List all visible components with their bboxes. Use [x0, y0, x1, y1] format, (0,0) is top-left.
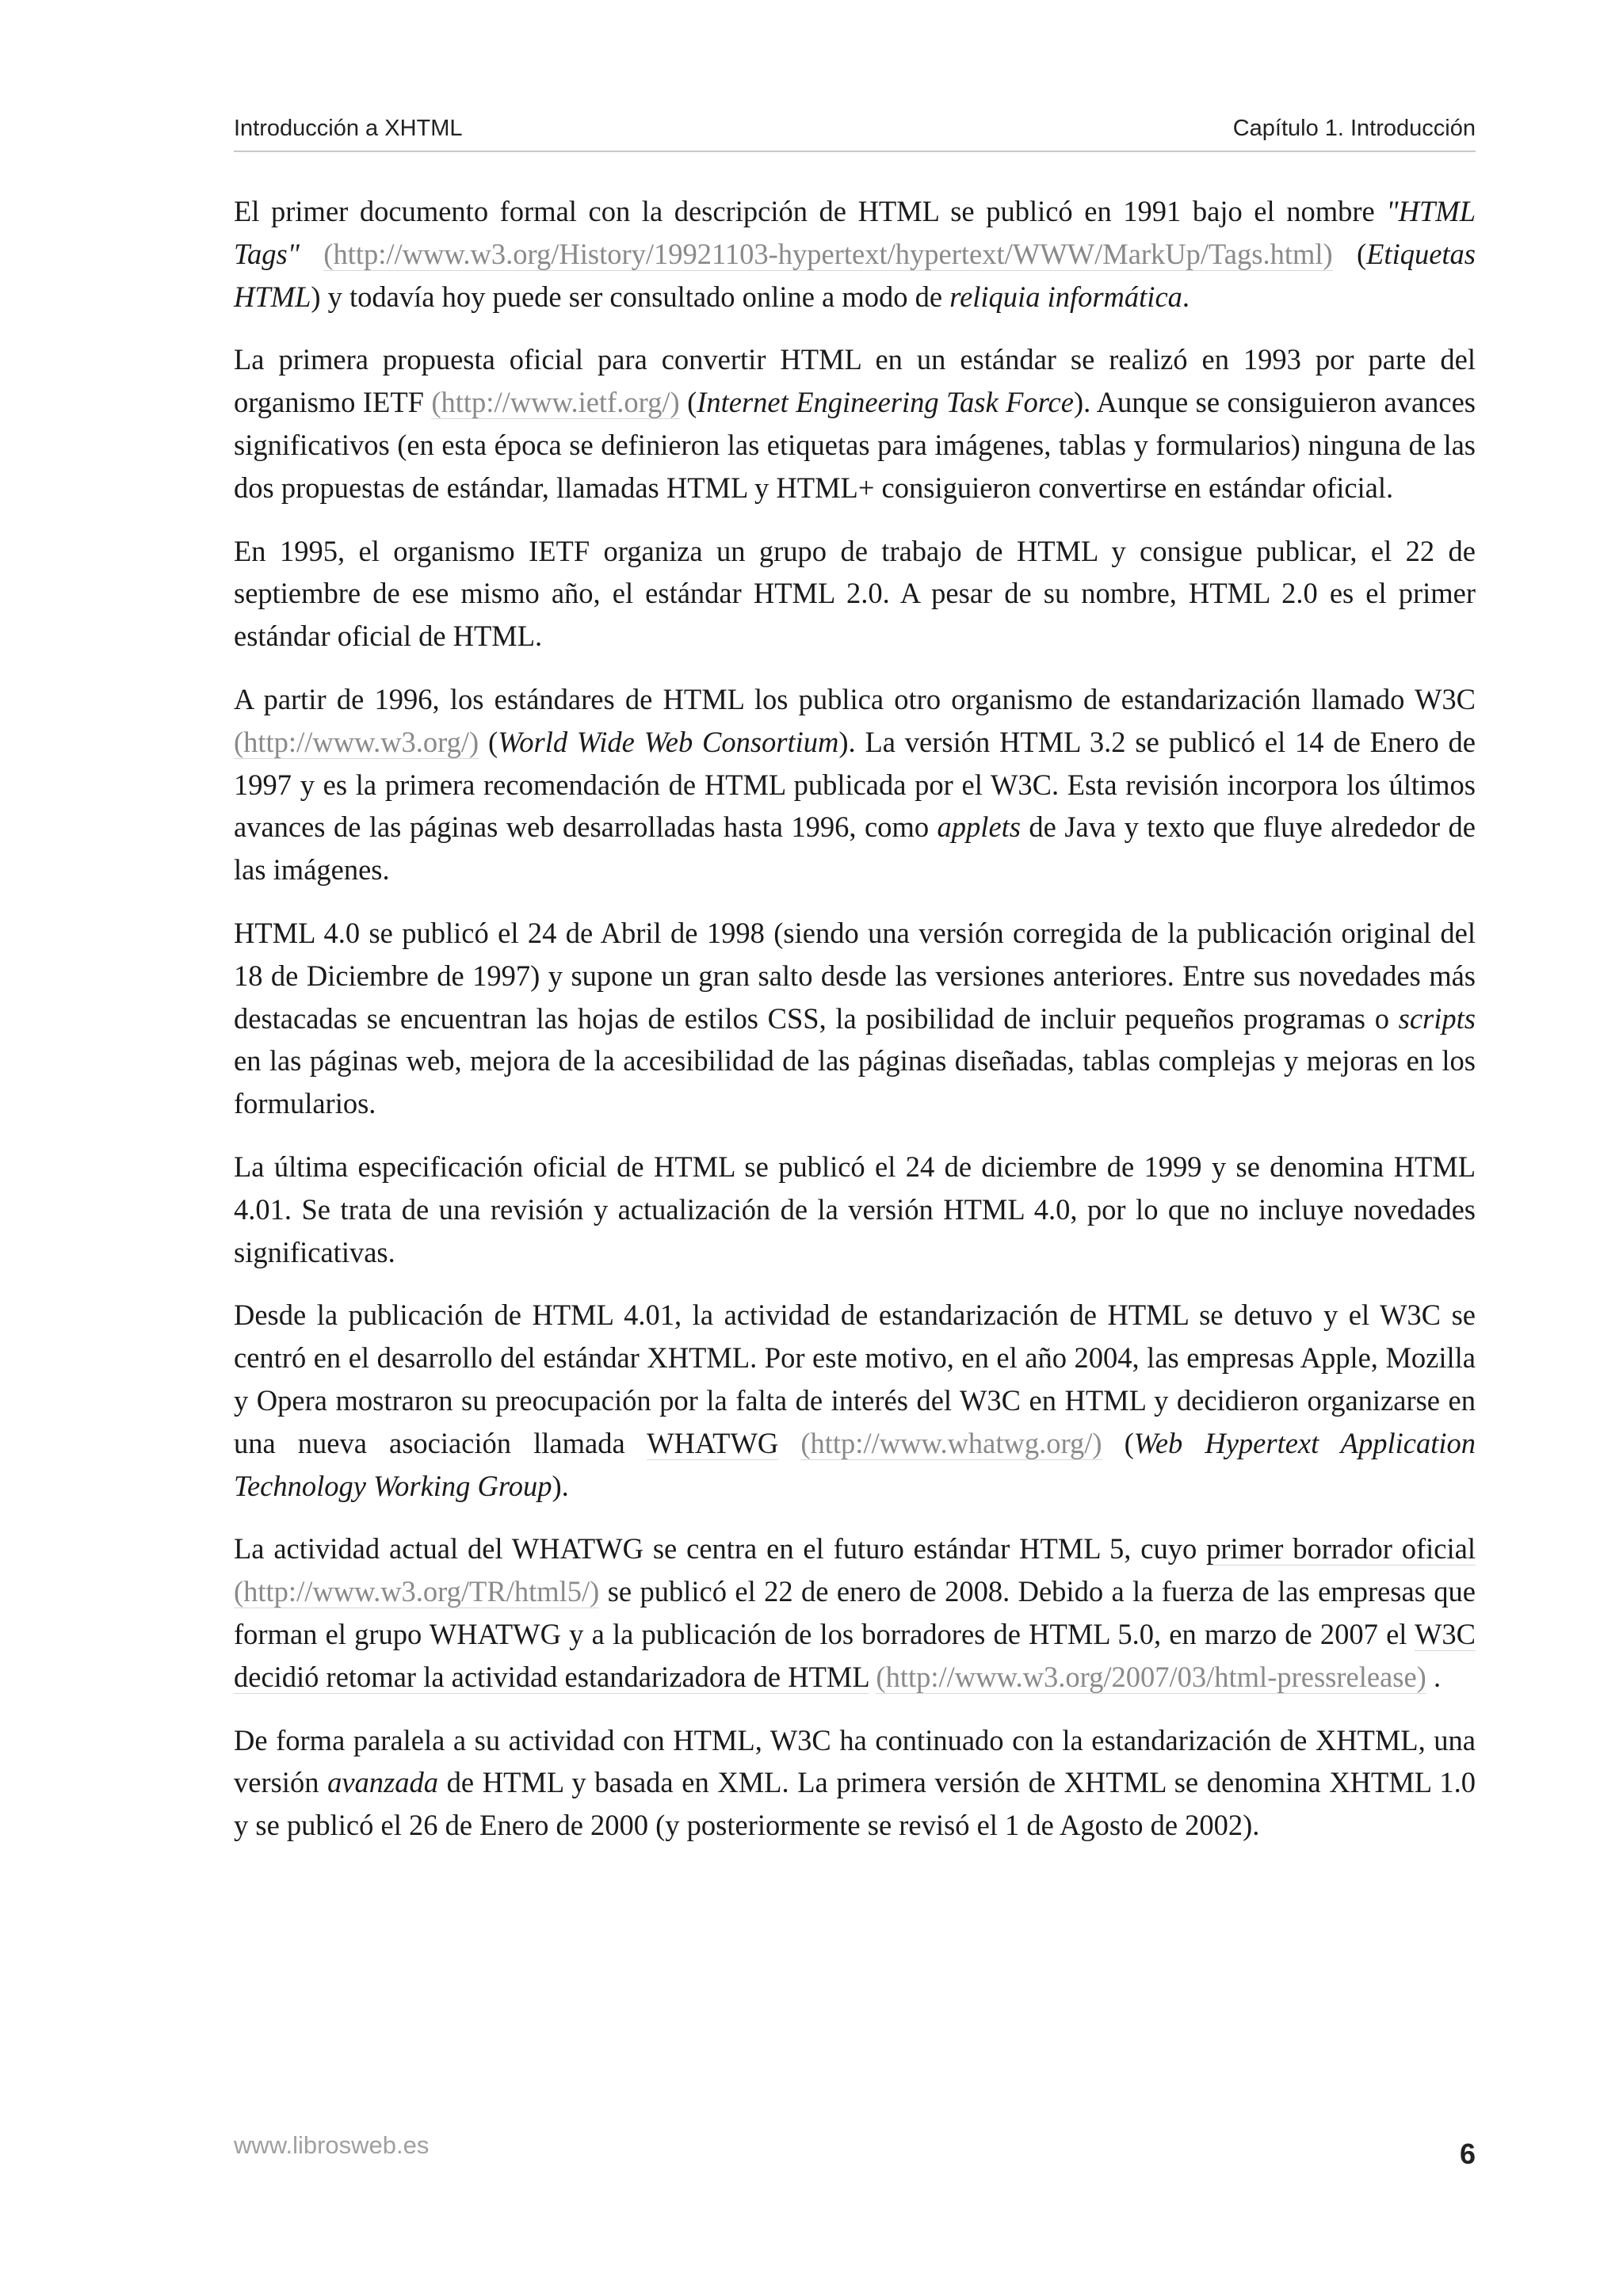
paragraph-4: A partir de 1996, los estándares de HTML los publica otro organismo de estandarización llamado W3C (http://www.w3.org/) (World Wide Web Consortium). La versión HTML 3.2 se publicó el 14 de Enero de 1997 y es la primera recomendación de HTML publicada por el W3C. Esta revisión incorpora los últimos avances de las páginas web desarrolladas hasta 1996, como applets de Java y texto que fluye alrededor de las imágenes. — [234, 682, 1476, 887]
emphasis: applets — [937, 810, 1021, 844]
emphasis: Etiquetas HTML — [234, 237, 1476, 313]
link-pressrelease[interactable]: (http://www.w3.org/2007/03/html-pressrelease) — [876, 1660, 1426, 1693]
paragraph-7: Desde la publicación de HTML 4.01, la actividad de estandarización de HTML se detuvo y el W3C se centró en el desarrollo del estándar XHTML. Por este motivo, en el año 2004, las empresas Apple, Mozilla y Opera mostraron su preocupación por la falta de interés del W3C en HTML y decidieron organizarse en una nueva asociación llamada WHATWG (http://www.whatwg.org/) (Web Hypertext Application Technology Working Group). — [234, 1299, 1476, 1502]
paragraph-8: La actividad actual del WHATWG se centra en el futuro estándar HTML 5, cuyo primer borrador oficial (http://www.w3.org/TR/html5/) se publicó el 22 de enero de 2008. Debido a la fuerza de las empresas que forman el grupo WHATWG y a la publicación de los borradores de HTML 5.0, en marzo de 2007 el W3C decidió retomar la actividad estandarizadora de HTML (http://www.w3.org/2007/03/html-pressrelease) . — [234, 1532, 1476, 1693]
footer-site-url[interactable]: www.librosweb.es — [234, 2131, 430, 2159]
emphasis: "HTML Tags" — [234, 195, 1476, 270]
paragraph-9: De forma paralela a su actividad con HTML, W3C ha continuado con la estandarización de XHTML, una versión avanzada de HTML y basada en XML. La primera versión de XHTML se denomina XHTML 1.0 y se publicó el 26 de Enero de 2000 (y posteriormente se revisó el 1 de Agosto de 2002). — [234, 1723, 1476, 1842]
emphasis: Web Hypertext Application Technology Working Group — [234, 1426, 1476, 1502]
link-primer-borrador[interactable]: primer borrador oficial — [1206, 1532, 1476, 1566]
page-header — [234, 109, 1476, 152]
page-number: 6 — [1459, 2138, 1476, 2170]
main-content — [234, 190, 1476, 1867]
paragraph-2: La primera propuesta oficial para convertir HTML en un estándar se realizó en 1993 por parte del organismo IETF (http://www.ietf.org/) (Internet Engineering Task Force). Aunque se consiguieron avances significativos (en esta época se definieron las etiquetas para imágenes, tablas y formularios) ninguna de las dos propuestas de estándar, llamadas HTML y HTML+ consiguieron convertirse en estándar oficial. — [234, 343, 1476, 504]
emphasis: World Wide Web Consortium — [498, 725, 839, 758]
emphasis: reliquia informática — [949, 280, 1182, 313]
link-whatwg[interactable]: (http://www.whatwg.org/) — [800, 1426, 1102, 1459]
emphasis: Internet Engineering Task Force — [697, 386, 1074, 419]
paragraph-5: HTML 4.0 se publicó el 24 de Abril de 1998 (siendo una versión corregida de la publicación original del 18 de Diciembre de 1997) y supone un gran salto desde las versiones anteriores. Entre sus novedades más destacadas se encuentran las hojas de estilos CSS, la posibilidad de incluir pequeños programas o scripts en las páginas web, mejora de la accesibilidad de las páginas diseñadas, tablas complejas y mejoras en los formularios. — [234, 916, 1476, 1120]
header-book-title: Introducción a XHTML — [234, 115, 463, 141]
paragraph-6: La última especificación oficial de HTML se publicó el 24 de diciembre de 1999 y se denomina HTML 4.01. Se trata de una revisión y actualización de la versión HTML 4.0, por lo que no incluye novedades significativas. — [234, 1150, 1476, 1268]
emphasis: avanzada — [327, 1766, 438, 1799]
link-whatwg-name[interactable]: WHATWG — [647, 1426, 779, 1459]
link-html-tags[interactable]: (http://www.w3.org/History/19921103-hypertext/hypertext/WWW/MarkUp/Tags.html) — [323, 237, 1333, 270]
link-w3c-decision[interactable]: W3C decidió retomar la actividad estandarizadora de HTML — [234, 1617, 1476, 1693]
paragraph-3: En 1995, el organismo IETF organiza un grupo de trabajo de HTML y consigue publicar, el 22 de septiembre de ese mismo año, el estándar HTML 2.0. A pesar de su nombre, HTML 2.0 es el primer estándar oficial de HTML. — [234, 534, 1476, 653]
emphasis: scripts — [1398, 1001, 1476, 1035]
header-chapter-title: Capítulo 1. Introducción — [1232, 115, 1476, 141]
link-html5-draft[interactable]: (http://www.w3.org/TR/html5/) — [234, 1575, 600, 1608]
link-ietf[interactable]: (http://www.ietf.org/) — [431, 386, 680, 419]
paragraph-1: El primer documento formal con la descripción de HTML se publicó en 1991 bajo el nombre "HTML Tags" (http://www.w3.org/History/19921103-hypertext/hypertext/WWW/MarkUp/Tags.html) (Etiquetas HTML) y todavía hoy puede ser consultado online a modo de reliquia informática. — [234, 195, 1476, 313]
link-w3c[interactable]: (http://www.w3.org/) — [234, 725, 479, 758]
